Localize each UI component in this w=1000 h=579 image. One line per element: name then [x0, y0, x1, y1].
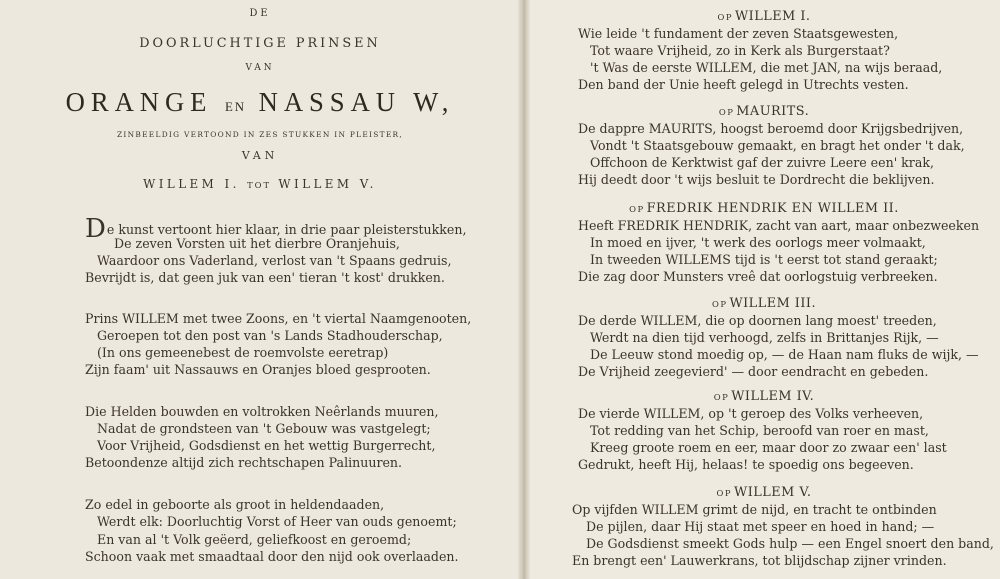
range-start: WILLEM I. [143, 177, 240, 191]
section6-line4: En brengt een' Lauwerkrans, tot blijdschap zijner vrinden. [572, 553, 947, 568]
range-end: WILLEM V. [278, 177, 377, 191]
drop-cap: D [85, 214, 106, 244]
section3-line1: Heeft FREDRIK HENDRIK, zacht van aart, maar onbezweeken [578, 218, 980, 233]
stanza4-line3: En van al 't Volk geëerd, geliefkoost en geroemd; [97, 532, 412, 547]
title-range [3, 177, 517, 191]
section6-line2: De pijlen, daar Hij staat met speer en hoed in hand; — [586, 519, 935, 534]
section-heading-fredrik-hendrik: OP FREDRIK HENDRIK EN WILLEM II. [629, 201, 899, 216]
section1-line1: Wie leide 't fundament der zeven Staatsgewesten, [578, 26, 899, 41]
stanza2-line2: Geroepen tot den post van 's Lands Stadhouderschap, [97, 328, 443, 343]
main-title-part1: ORANGE [65, 87, 213, 117]
section2-line1: De dappre MAURITS, hoogst beroemd door Krijgsbedrijven, [578, 121, 964, 136]
stanza1-line3: Waardoor ons Vaderland, verlost van 't Spaans gedruis, [97, 253, 452, 268]
section5-line2: Tot redding van het Schip, beroofd van roer en mast, [590, 423, 929, 438]
section1-line3: 't Was de eerste WILLEM, die met JAN, na wijs beraad, [590, 60, 943, 75]
stanza1-line2: De zeven Vorsten uit het dierbre Oranjehuis, [114, 236, 400, 251]
section-heading-maurits: OP MAURITS. [718, 104, 810, 119]
title-subtitle: DOORLUCHTIGE PRINSEN [139, 36, 381, 51]
section-heading-willem-1: OP WILLEM I. [717, 9, 811, 24]
stanza3-line4: Betoondenze altijd zich rechtschapen Palinuuren. [85, 455, 403, 470]
main-title [3, 87, 517, 118]
section5-line4: Gedrukt, heeft Hij, helaas! te spoedig ons begeeven. [578, 457, 914, 472]
title-description: ZINBEELDIG VERTOOND IN ZES STUKKEN IN PLEISTER, [116, 130, 404, 139]
stanza2-line1: Prins WILLEM met twee Zoons, en 't viertal Naamgenooten, [85, 311, 472, 326]
stanza1-line4: Bevrijdt is, dat geen juk van een' tieran 't kost' drukken. [85, 270, 445, 285]
section6-line3: De Godsdienst smeekt Gods hulp — een Engel snoert den band, [586, 536, 994, 551]
stanza2-line4: Zijn faam' uit Nassauws en Oranjes bloed gesprooten. [85, 362, 431, 377]
stanza4-line2: Werdt elk: Doorluchtig Vorst of Heer van ouds genoemt; [97, 514, 457, 529]
stanza1-line1-text: e kunst vertoont hier klaar, in drie paar pleisterstukken, [106, 222, 467, 237]
main-title-part2: NASSAU W, [258, 87, 455, 117]
title-van-bottom: VAN [241, 149, 279, 162]
section5-line3: Kreeg groote roem en eer, maar door zo zwaar een' last [590, 440, 947, 455]
section4-line4: De Vrijheid zeegevierd' — door eendracht en gebeden. [578, 364, 929, 379]
section-heading-willem-3: OP WILLEM III. [711, 296, 817, 311]
section1-line2: Tot waare Vrijheid, zo in Kerk als Burgerstaat? [590, 43, 890, 58]
stanza3-line1: Die Helden bouwden en voltrokken Neêrlands muuren, [85, 404, 439, 419]
section-heading-willem-4: OP WILLEM IV. [713, 389, 815, 404]
title-van-top: VAN [245, 63, 275, 73]
section6-line1: Op vijfden WILLEM grimt de nijd, en tracht te ontbinden [572, 502, 937, 517]
stanza3-line2: Nadat de grondsteen van 't Gebouw was vastgelegt; [97, 421, 431, 436]
section-heading-willem-5: OP WILLEM V. [716, 485, 812, 500]
title-de: DE [249, 8, 271, 19]
stanza4-line4: Schoon vaak met smaadtaal door den nijd ook overlaaden. [85, 549, 459, 564]
section4-line1: De derde WILLEM, die op doornen lang moest' treeden, [578, 313, 937, 328]
stanza3-line3: Voor Vrijheid, Godsdienst en het wettig Burgerrecht, [97, 438, 436, 453]
section3-line4: Die zag door Munsters vreê dat oorlogstuig verbreeken. [578, 269, 938, 284]
range-tot: TOT [247, 181, 272, 191]
section4-line2: Werdt na dien tijd verhoogd, zelfs in Brittanjes Rijk, — [590, 330, 939, 345]
section4-line3: De Leeuw stond moedig op, — de Haan nam fluks de wijk, — [590, 347, 979, 362]
section2-line2: Vondt 't Staatsgebouw gemaakt, en bragt het onder 't dak, [590, 138, 965, 153]
stanza2-line3: (In ons gemeenebest de roemvolste eeretrap) [97, 345, 389, 360]
section2-line3: Offchoon de Kerktwist gaf der zuivre Leere een' krak, [590, 155, 934, 170]
section2-line4: Hij deedt door 't wijs besluit te Dordrecht die beklijven. [578, 172, 935, 187]
section3-line3: In tweeden WILLEMS tijd is 't eerst tot stand geraakt; [590, 252, 938, 267]
page-fold [518, 0, 530, 579]
section3-line2: In moed en ijver, 't werk des oorlogs meer volmaakt, [590, 235, 926, 250]
main-title-en: EN [224, 99, 247, 114]
stanza4-line1: Zo edel in geboorte als groot in heldendaaden, [85, 497, 385, 512]
section5-line1: De vierde WILLEM, op 't geroep des Volks verheeven, [578, 406, 924, 421]
section1-line4: Den band der Unie heeft gelegd in Utrechts vesten. [578, 77, 909, 92]
